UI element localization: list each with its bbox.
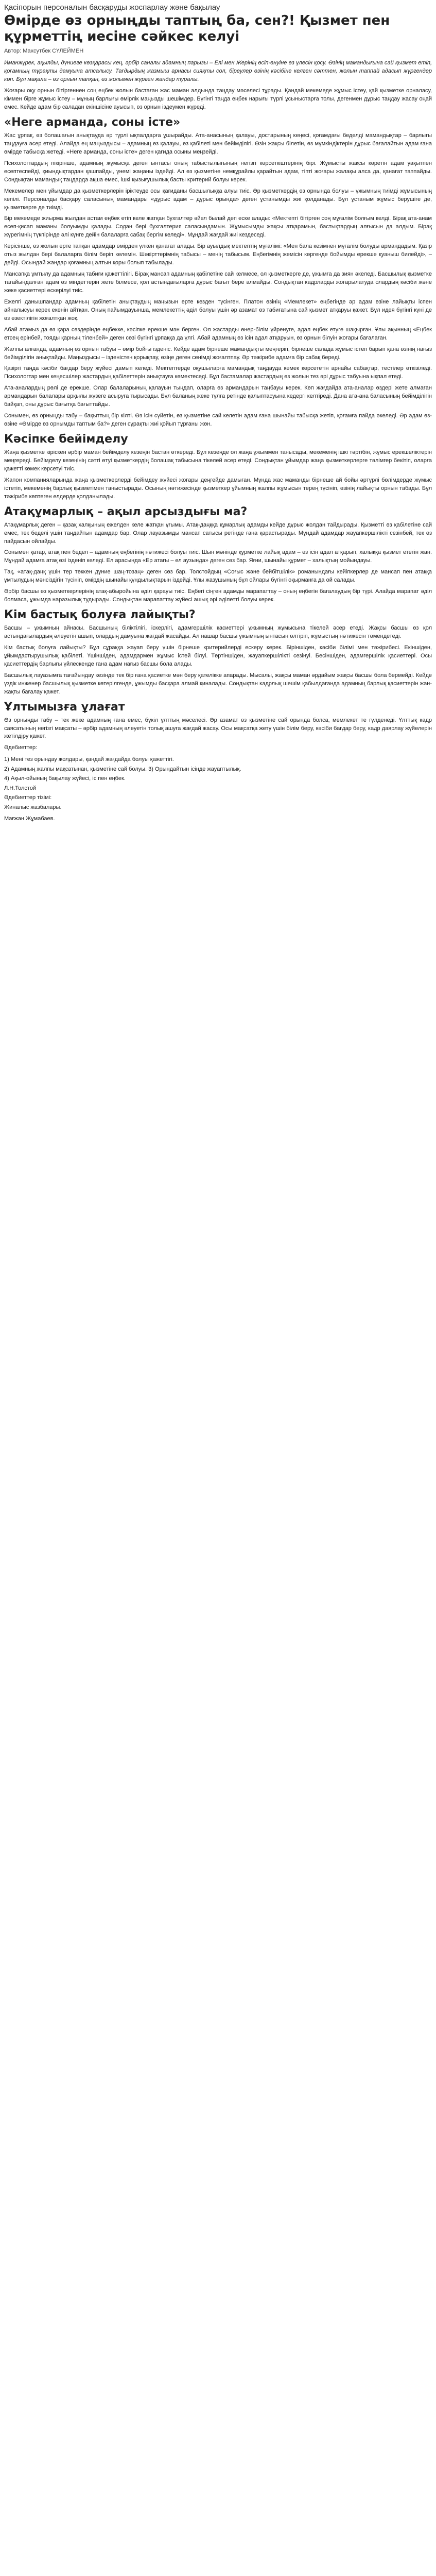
section-paragraph: Кім бастық болуға лайықты? Бұл сұраққа жауап беру үшін бірнеше критерийлерді ескеру керек. Біріншіден, кәсіби білімі мен тәжірибесі. Екіншіден, ұйымдастырушылық қабілеті. Үшіншіден, адамдармен жұмыс істей білуі. Төртіншіден, жауапкершілікті сезінуі. Бесіншіден, адамгершілік қасиеттері. Осы қасиеттердің барлығы үйлескенде ғана адам нағыз басшы бола алады. [4, 644, 432, 667]
section-dream [4, 116, 432, 429]
section-paragraph: Мекемелер мен ұйымдар да қызметкерлерін іріктеуде осы қағиданы басшылыққа алуы тиіс. Әр қызметкердің өз орнында болуы – ұжымның тиімді жұмысының кепілі. Персоналды басқару саласының мамандары «дұрыс адам – дұрыс орында» деген ұстанымды жиі қолданады. Бұл ұстаным жұмыс берушіге де, қызметкерге де тиімді. [4, 188, 432, 211]
section-paragraph: Басшы – ұжымның айнасы. Басшының біліктілігі, іскерлігі, адамгершілік қасиеттері ұжымның жұмысына тікелей әсер етеді. Жақсы басшы өз қол астындағылардың әлеуетін ашып, олардың дамуына жағдай жасайды. Ал нашар басшы ұжымның ынтасын өлтіріп, жұмыстың нәтижесін төмендетеді. [4, 625, 432, 639]
section-ambition [4, 505, 432, 604]
section-paragraph: Әрбір басшы өз қызметкерлерінің атақ-абыройына әділ қарауы тиіс. Еңбегі сіңген адамды марапаттау – оның еңбегін бағалаудың бір түрі. Алайда марапат әділ болмаса, ұжымда наразылық тудырады. Сондықтан марапаттау жүйесі ашық әрі әділетті болуы керек. [4, 588, 432, 603]
section-title: Кәсіпке бейімделу [4, 433, 128, 446]
section-paragraph: Тақ, «атақ-даңқ үшін тер төккен дүние шаң-тозаң» деген сөз бар. Толстойдың «Соғыс және бейбітшілік» романындағы кейіпкерлер де мансап пен атаққа ұмтылудың мәнсіздігін түсініп, өмірдің шынайы құндылықтарын іздейді. Ұлы жазушының бұл ойлары бүгінгі оқырманға да ой салады. [4, 569, 432, 584]
section-title: Кім бастық болуға лайықты? [4, 608, 196, 622]
reference-item: 1) Мені тез орындау жолдары, қандай жағдайда болуы қажеттігі. [4, 756, 174, 763]
reference-item: Әдебиеттер тізімі: [4, 794, 52, 801]
section-adaptation [4, 433, 432, 501]
article-author: Автор: Махсутбек СҮЛЕЙМЕН [4, 48, 84, 55]
section-paragraph: Сонымен, өз орныңды табу – бақыттың бір кілті. Өз ісін сүйетін, өз қызметіне сай келетін адам ғана шынайы табысқа жетіп, қоғамға пайда әкеледі. Әр адам өз-өзіне «Өмірде өз орнымды таптым ба?» деген сұрақты жиі қойып тұрғаны жөн. [4, 413, 432, 428]
section-paragraph: Ежелгі данышпандар адамның қабілетін анықтаудың маңызын ерте кезден түсінген. Платон өзінің «Мемлекет» еңбегінде әр адам өзіне лайықты іспен айналысуы керек екенін айтқан. Оның пайымдауынша, мемлекеттің әділ болуы үшін әр азамат өз табиғатына сай қызмет атқаруы қажет. Бұл идея бүгінгі күні де өз өзектілігін жоғалтқан жоқ. [4, 298, 432, 321]
reference-item: 2) Адамның жалпы мақсатынан, қызметіне сай болуы. 3) Орындайтын ісінде жауаптылық. [4, 766, 241, 772]
intro-paragraph: Иманжүрек, ақылды, дүниеге көзқараcы кең, әрбір саналы адамның парызы – Елі мен Жерінің өсіп-өнуіне өз үлесін қосу. Өзінің мамандығына сай қызмет етіп, қоғамның тұрақты дамуына атсалысу. Тағдырдың жазмыш арнасы сияқты сол, біреулер өзінің кәсібіне келген сәттен, жолын таппай адасып жүргендер көп. Бұл мақала – өз орнын тапқан, өз жолымен жүрген жандар туралы. [4, 60, 432, 83]
section-paragraph: Бір мекемеде жиырма жылдан астам еңбек етіп келе жатқан бухгалтер әйел былай деп еске алады: «Мектепті бітірген соң мұғалім болғым келді. Бірақ ата-анам есеп-қисап маманы болуымды қалады. Содан бері бухгалтерия саласындамын. Жұмысымды жақсы атқарамын, бастықтардың алғысын да алдым. Бірақ жүрегімнің түкпірінде әлі күнге дейін балаларға сабақ бергім келеді». Мұндай жағдай жиі кездеседі. [4, 215, 432, 239]
section-title: «Неге арманда, соны істе» [4, 116, 181, 129]
section-paragraph: Ата-аналардың рөлі де ерекше. Олар балаларының қалауын тыңдап, оларға өз армандарын таңбауы керек. Көп жағдайда ата-аналар өздері жете алмаған армандарын балалары арқылы жүзеге асыруға тырысады. Бұл баланың жеке тұлға ретінде қалыптасуына кедергі келтіреді. Дана ата-ана баласының бейімділігін байқап, оны дұрыс бағытқа бағыттайды. [4, 385, 432, 408]
reference-item: 4) Ақыл-ойының бақылау жүйесі, іс пен еңбек. [4, 775, 126, 782]
section-nation [4, 701, 432, 753]
page-header: Қасіпорын персоналын басқаруды жоспарлау және бақылау [4, 3, 220, 12]
section-title: Атақұмарлық – ақыл арсыздығы ма? [4, 505, 248, 518]
reference-list [4, 755, 432, 811]
intro-section [4, 59, 432, 112]
section-paragraph: Керісінше, өз жолын ерте тапқан адамдар өмірден үлкен қанағат алады. Бір ауылдық мектептің мұғалімі: «Мен бала кезімнен мұғалім болуды армандадым. Қазір отыз жылдан бері балаларға білім беріп келемін. Шәкірттерімнің табысы – менің табысым. Еңбегімнің жемісін көргенде бойымды ерекше қуаныш билейді», – дейді. Осындай жандар қоғамның алтын қоры болып табылады. [4, 243, 432, 266]
article-title: Өмірде өз орныңды таптың ба, сен?! Қызмет пен құрметтің иесіне сәйкес келуі [4, 13, 390, 45]
section-paragraph: Психологтардың пікірінше, адамның жұмысқа деген ынтасы оның табыстылығының негізгі көрсеткіштерінің бірі. Жұмысты жақсы көретін адам уақытпен есептеспейді, қиындықтардан қашпайды, үнемі жаңаны іздейді. Ал өз қызметіне немқұрайлы қарайтын адам, тіпті жоғары жалақы алса да, қанағат таппайды. Сондықтан мамандық таңдарда ақша емес, ішкі қызығушылық басты критерий болуы керек. [4, 160, 432, 183]
intro-paragraph: Жоғары оқу орнын бітіргеннен соң еңбек жолын бастаған жас маман алдында таңдау мәселесі тұрады. Қандай мекемеде жұмыс істеу, қай қызметке орналасу, кіммен бірге жұмыс істеу – мұның барлығы өмірлік маңызды шешімдер. Бүгінгі таңда еңбек нарығы түрлі ұсыныстарға толы, дегенмен дұрыс таңдау жасау оңай емес. Кейде адам бір саладан екіншісіне ауысып, өз орнын іздеумен жүреді. [4, 88, 432, 111]
section-leadership [4, 608, 432, 697]
reference-item: Жиналыс жазбалары. [4, 804, 62, 810]
reference-item: Л.Н.Толстой [4, 785, 37, 791]
section-paragraph: Жаңа қызметке кіріскен әрбір маман бейімделу кезеңін бастан өткереді. Бұл кезеңде ол жаңа ұжыммен танысады, мекеменің ішкі тәртібін, жұмыс ерекшеліктерін меңгереді. Бейімделу кезеңінің сәтті өтуі қызметкердің болашақ табысына тікелей әсер етеді. Сондықтан ұйымдар жаңа қызметкерлерге тәлімгер бекітіп, оларға қажетті көмек көрсетуі тиіс. [4, 449, 432, 472]
section-paragraph: Жапон компанияларында жаңа қызметкерлерді бейімдеу жүйесі жоғары деңгейде дамыған. Мұнда жас маманды бірнеше ай бойы әртүрлі бөлімдерде жұмыс істетіп, мекеменің барлық қызметімен таныстырады. Осының нәтижесінде қызметкер ұйымның жалпы жұмысын терең түсініп, өзінің лайықты орнын табады. Бұл тәжірибе көптеген елдерде қолданылады. [4, 477, 432, 500]
section-paragraph: Атақұмарлық деген – қазақ халқының ежелден келе жатқан ұғымы. Атақ-даңққа құмарлық адамды кейде дұрыс жолдан тайдырады. Қызметті өз қабілетіне сай емес, тек беделі үшін таңдайтын адамдар бар. Олар лауазымды мансап сатысы ретінде ғана қарастырады. Мұндай адамдар жауапкершілікті сезінбей, тек өз пайдасын ойлайды. [4, 521, 432, 545]
section-paragraph: Абай атамыз да өз қара сөздерінде еңбекке, кәсіпке ерекше мән берген. Ол жастарды өнер-білім үйренуге, адал еңбек етуге шақырған. Ұлы ақынның «Еңбек етсең ерінбей, тояды қарның тіленбей» деген сөзі бүгінгі ұрпаққа да үлгі. Абай адамның өз ісін адал атқаруын, өз орнын білуін жоғары бағалаған. [4, 326, 432, 341]
article-page [0, 0, 436, 836]
section-paragraph: Мансапқа ұмтылу да адамның табиғи қажеттілігі. Бірақ мансап адамның қабілетіне сай келмесе, ол қызметкерге де, ұжымға да зиян әкеледі. Басшылық қызметке тағайындалған адам өз міндеттерін жете білмесе, қол астындағыларға дұрыс бағыт бере алмайды. Сондықтан кадрларды жоғарылатуда олардың кәсіби және жеке қасиеттері ескерілуі тиіс. [4, 271, 432, 294]
section-title: Ұлтымызға ұлағат [4, 700, 125, 714]
section-paragraph: Жалпы алғанда, адамның өз орнын табуы – өмір бойғы ізденіс. Кейде адам бірнеше мамандықты меңгеріп, бірнеше салада жұмыс істеп барып қана өзінің нағыз бейімділігін анықтайды. Маңыздысы – ізденістен қорықпау, өзіңе деген сенімді жоғалтпау. Әр тәжірибе адамға бір сабақ береді. [4, 346, 432, 361]
author-signature: Мағжан Жұмабаев. [4, 816, 55, 822]
section-paragraph: Жас ұрпақ, өз болашағын анықтауда әр түрлі ықпалдарға ұшырайды. Ата-анасының қалауы, достарының кеңесі, қоғамдағы беделді мамандықтар – барлығы таңдауға әсер етеді. Алайда ең маңыздысы – адамның өз қалауы, өз қабілеті мен бейімділігі. Өзін жақсы білетін, өз мүмкіндіктерін дұрыс бағалайтын адам ғана өмірде табысқа жетеді. «Неге арманда, соны істе» деген қағида осыны меңзейді. [4, 132, 432, 155]
section-paragraph: Әдебиеттер: [4, 744, 38, 751]
section-paragraph: Қазіргі таңда кәсіби бағдар беру жүйесі дамып келеді. Мектептерде оқушыларға мамандық таңдауда көмек көрсететін арнайы сабақтар, тестілер өткізіледі. Психологтар мен кеңесшілер жастардың қабілеттерін анықтауға көмектеседі. Бұл бастамалар жастардың өз жолын тез әрі дұрыс табуына ықпал етеді. [4, 365, 432, 380]
section-paragraph: Басшылық лауазымға тағайындау кезінде тек бір ғана қасиетке мән беру қателікке апарады. Мысалы, жақсы маман әрдайым жақсы басшы бола бермейді. Кейде үздік инженер басшылық қызметке көтерілгенде, ұжымды басқара алмай қиналады. Сондықтан кадрлық шешім қабылдағанда адамның барлық қасиеттерін жан-жақты бағалау қажет. [4, 672, 432, 695]
section-paragraph: Сонымен қатар, атақ пен бедел – адамның еңбегінің нәтижесі болуы тиіс. Шын мәнінде құрметке лайық адам – өз ісін адал атқарып, халыққа қызмет ететін жан. Мұндай адамға атақ өзі ізденіп келеді. Ел арасында «Ер атағы – ел аузында» деген сөз бар. Яғни, шынайы құрмет – халықтың мойындауы. [4, 549, 432, 564]
section-paragraph: Өз орныңды табу – тек жеке адамның ғана емес, бүкіл ұлттың мәселесі. Әр азамат өз қызметіне сай орында болса, мемлекет те гүлденеді. Ұлттық кадр саясатының негізгі мақсаты – әрбір адамның әлеуетін толық ашуға жағдай жасау. Осы мақсатқа жету үшін білім беру, кәсіби бағдар беру, кадр даярлау жүйелерін жетілдіру қажет. [4, 717, 432, 740]
